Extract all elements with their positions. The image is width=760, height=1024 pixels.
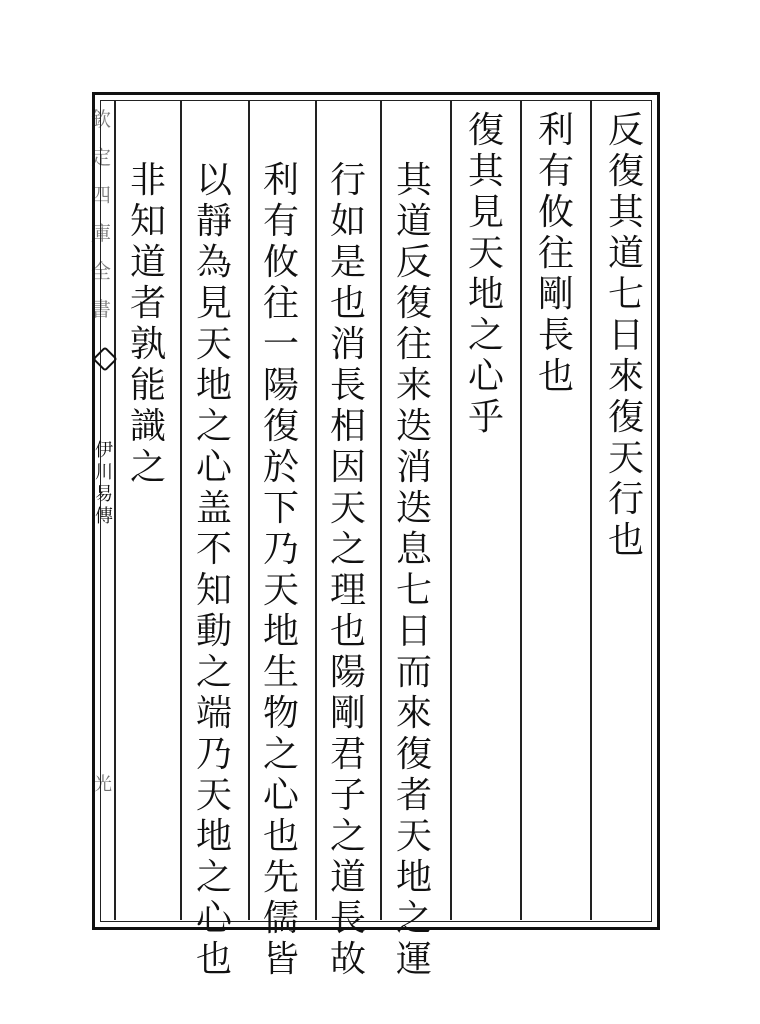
- character: 定: [91, 145, 111, 169]
- character: 靜: [195, 201, 232, 242]
- character: 来: [395, 365, 432, 406]
- character: 復: [395, 283, 432, 324]
- character: 迭: [395, 406, 432, 447]
- character: 來: [395, 693, 432, 734]
- column-rule: [315, 100, 317, 920]
- character: 者: [129, 283, 166, 324]
- text-column-4: [386, 160, 442, 980]
- column-rule: [180, 100, 182, 920]
- character: 全: [91, 259, 111, 283]
- margin-page-mark: 光: [94, 774, 112, 795]
- character: 識: [129, 406, 166, 447]
- character: 孰: [129, 324, 166, 365]
- character: 天: [195, 775, 232, 816]
- character: 也: [329, 611, 366, 652]
- character: 地: [195, 816, 232, 857]
- character: 心: [195, 898, 232, 939]
- character: 理: [329, 570, 366, 611]
- character: 有: [262, 201, 299, 242]
- character: 運: [395, 939, 432, 980]
- character: 而: [395, 652, 432, 693]
- character: 其: [395, 160, 432, 201]
- character: 息: [395, 529, 432, 570]
- character: 其: [467, 151, 504, 192]
- character: 心: [467, 356, 504, 397]
- character: 伊: [95, 440, 113, 461]
- character: 天: [467, 233, 504, 274]
- margin-header: [90, 100, 112, 328]
- character: 於: [262, 447, 299, 488]
- character: 道: [607, 233, 644, 274]
- character: 知: [195, 570, 232, 611]
- character: 之: [195, 857, 232, 898]
- character: 長: [537, 315, 574, 356]
- character: 道: [395, 201, 432, 242]
- character: 儒: [262, 898, 299, 939]
- text-column-7: [186, 160, 242, 980]
- character: 之: [262, 734, 299, 775]
- character: 往: [262, 283, 299, 324]
- character: 乎: [467, 397, 504, 438]
- column-rule: [380, 100, 382, 920]
- character: 欽: [91, 107, 111, 131]
- character: 盖: [195, 488, 232, 529]
- character: 見: [195, 283, 232, 324]
- character: 之: [195, 652, 232, 693]
- character: 攸: [262, 242, 299, 283]
- character: 動: [195, 611, 232, 652]
- character: 反: [395, 242, 432, 283]
- text-column-2: [528, 110, 584, 397]
- character: 復: [607, 151, 644, 192]
- character: 往: [537, 233, 574, 274]
- character: 陽: [329, 652, 366, 693]
- character: 也: [262, 816, 299, 857]
- character: 非: [129, 160, 166, 201]
- margin-book-title: [94, 440, 114, 528]
- character: 七: [607, 274, 644, 315]
- character: 復: [607, 397, 644, 438]
- character: 物: [262, 693, 299, 734]
- character: 故: [329, 939, 366, 980]
- character: 消: [395, 447, 432, 488]
- character: 以: [195, 160, 232, 201]
- character: 有: [537, 151, 574, 192]
- character: 端: [195, 693, 232, 734]
- character: 七: [395, 570, 432, 611]
- character: 復: [262, 406, 299, 447]
- character: 不: [195, 529, 232, 570]
- character: 復: [395, 734, 432, 775]
- character: 書: [91, 297, 111, 321]
- column-rule: [114, 100, 116, 920]
- character: 也: [537, 356, 574, 397]
- character: 消: [329, 324, 366, 365]
- character: 來: [607, 356, 644, 397]
- character: 川: [95, 462, 113, 483]
- text-column-3: [458, 110, 514, 438]
- character: 如: [329, 201, 366, 242]
- character: 先: [262, 857, 299, 898]
- column-rule: [520, 100, 522, 920]
- character: 也: [607, 520, 644, 561]
- character: 心: [195, 447, 232, 488]
- character: 利: [537, 110, 574, 151]
- text-column-6: [253, 160, 309, 980]
- character: 能: [129, 365, 166, 406]
- character: 子: [329, 775, 366, 816]
- character: 君: [329, 734, 366, 775]
- character: 也: [329, 283, 366, 324]
- character: 道: [329, 857, 366, 898]
- character: 天: [607, 438, 644, 479]
- character: 之: [129, 447, 166, 488]
- character: 地: [262, 611, 299, 652]
- character: 天: [195, 324, 232, 365]
- character: 陽: [262, 365, 299, 406]
- character: 行: [607, 479, 644, 520]
- character: 日: [395, 611, 432, 652]
- character: 天: [262, 570, 299, 611]
- character: 心: [262, 775, 299, 816]
- character: 長: [329, 365, 366, 406]
- character: 之: [329, 529, 366, 570]
- character: 因: [329, 447, 366, 488]
- character: 長: [329, 898, 366, 939]
- character: 地: [467, 274, 504, 315]
- character: 知: [129, 201, 166, 242]
- character: 庫: [91, 221, 111, 245]
- character: 剛: [329, 693, 366, 734]
- character: 利: [262, 160, 299, 201]
- character: 見: [467, 192, 504, 233]
- character: 道: [129, 242, 166, 283]
- character: 攸: [537, 192, 574, 233]
- character: 天: [329, 488, 366, 529]
- character: 復: [467, 110, 504, 151]
- column-rule: [248, 100, 250, 920]
- character: 地: [195, 365, 232, 406]
- character: 之: [195, 406, 232, 447]
- character: 易: [95, 484, 113, 505]
- column-rule: [590, 100, 592, 920]
- character: 之: [467, 315, 504, 356]
- character: 是: [329, 242, 366, 283]
- character: 反: [607, 110, 644, 151]
- column-rule: [450, 100, 452, 920]
- character: 為: [195, 242, 232, 283]
- character: 下: [262, 488, 299, 529]
- character: 行: [329, 160, 366, 201]
- character: 乃: [195, 734, 232, 775]
- character: 皆: [262, 939, 299, 980]
- character: 者: [395, 775, 432, 816]
- character: 之: [329, 816, 366, 857]
- character: 地: [395, 857, 432, 898]
- character: 往: [395, 324, 432, 365]
- character: 乃: [262, 529, 299, 570]
- text-column-1: [598, 110, 654, 561]
- character: 相: [329, 406, 366, 447]
- character: 其: [607, 192, 644, 233]
- character: 四: [91, 183, 111, 207]
- character: 生: [262, 652, 299, 693]
- character: 之: [395, 898, 432, 939]
- text-column-8: [120, 160, 176, 488]
- character: 迭: [395, 488, 432, 529]
- text-column-5: [320, 160, 376, 980]
- character: 也: [195, 939, 232, 980]
- character: 日: [607, 315, 644, 356]
- character: 天: [395, 816, 432, 857]
- character: 傳: [95, 506, 113, 527]
- character: 一: [262, 324, 299, 365]
- character: 剛: [537, 274, 574, 315]
